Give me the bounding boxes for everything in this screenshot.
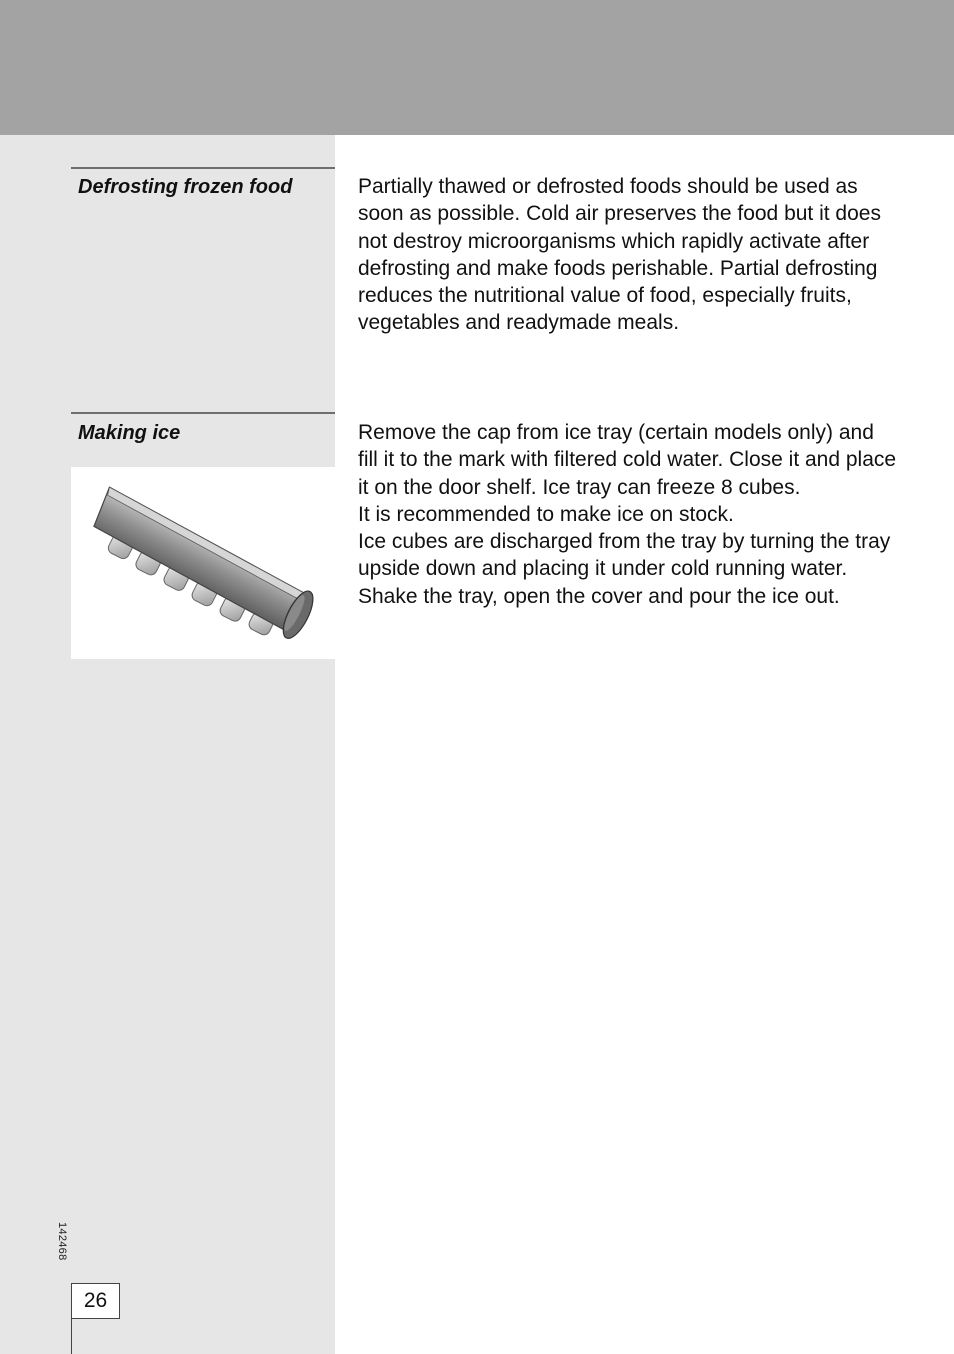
- ice-tray-image: [71, 467, 335, 659]
- paragraph: Ice cubes are discharged from the tray by turning the tray upside down and placing it under cold running water. Shake the tray, open the cover and pour the ice out.: [358, 530, 891, 608]
- header-band: [0, 0, 954, 135]
- ice-tray-illustration: [71, 467, 335, 659]
- paragraph: Partially thawed or defrosted foods should be used as soon as possible. Cold air preserves the food but it does not destroy microorganisms which rapidly activate after defrosting and make foods perishable. Partial defrosting reduces the nutritional value of food, especially fruits, vegetables and readymade meals.: [358, 175, 881, 335]
- page-marker-line: [71, 1319, 72, 1354]
- section-divider: [71, 167, 335, 169]
- section-heading-defrosting: Defrosting frozen food: [78, 176, 293, 198]
- section-body-making-ice: [358, 419, 898, 610]
- paragraph: Remove the cap from ice tray (certain models only) and fill it to the mark with filtered cold water. Close it and place it on the door shelf. Ice tray can freeze 8 cubes.: [358, 421, 897, 499]
- paragraph: It is recommended to make ice on stock.: [358, 502, 734, 526]
- page-number: 26: [71, 1283, 120, 1319]
- document-code: 142468: [56, 1222, 68, 1261]
- sidebar-column: [0, 135, 335, 1354]
- section-heading-making-ice: Making ice: [78, 422, 181, 444]
- section-divider: [71, 412, 335, 414]
- section-body-defrosting: [358, 173, 898, 337]
